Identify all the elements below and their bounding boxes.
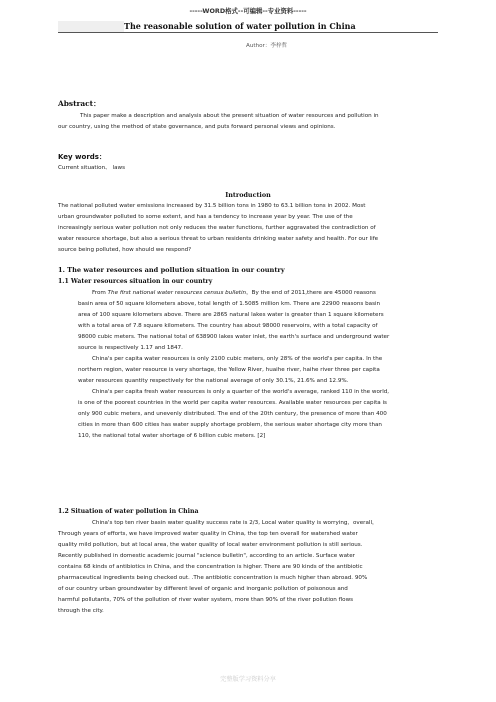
body-line: with a total area of 7.8 square kilometers. The country has about 98000 reservoirs, with a total capacity of xyxy=(78,323,378,329)
introduction-heading: Introduction xyxy=(225,191,271,199)
body-line: 110, the national total water shortage of 6 billion cubic meters. [2] xyxy=(78,433,266,439)
body-line: pharmaceutical ingredients being checked out. .The antibiotic concentration is much higher than abroad. 90% xyxy=(58,575,368,581)
intro-line: The national polluted water emissions increased by 31.5 billion tons in 1980 to 63.1 billion tons in 2002. Most xyxy=(58,203,366,209)
body-line: source is respectively 1.17 and 1847. xyxy=(78,345,183,351)
paragraph-first-line xyxy=(78,288,442,299)
intro-line: urban groundwater polluted to some extent, and has a tendency to increase year by year. The use of the xyxy=(58,214,353,220)
body-line: 98000 cubic meters. The national total of 638900 lakes water inlet, the earth's surface and underground water xyxy=(78,334,390,340)
abstract-body xyxy=(58,111,442,133)
intro-line: increasingly serious water pollution not only reduces the water functions, further aggravated the contradiction of xyxy=(58,225,376,231)
body-line: cities in more than 600 cities has water supply shortage problem, the serious water shortage city more than xyxy=(78,422,382,428)
intro-line: water resource shortage, but also a serious threat to urban residents drinking water safety and health. For our life xyxy=(58,236,379,242)
abstract-line: our country, using the method of state governance, and puts forward personal views and opinions. xyxy=(58,124,336,130)
body-line: contains 68 kinds of antibiotics in China, and the concentration is higher. There are 90 kinds of the antibiotic xyxy=(58,564,363,570)
document-header-banner: -----WORD格式--可编辑--专业资料----- xyxy=(189,7,307,15)
body-line: only 900 cubic meters, and unevenly distributed. The end of the 20th century, the presence of more than 400 xyxy=(78,411,387,417)
body-line: China's top ten river basin water quality success rate is 2/3, Local water quality is worrying，overall， xyxy=(92,520,378,526)
body-line: harmful pollutants, 70% of the pollution of river water system, more than 90% of the river pollution flows xyxy=(58,597,354,603)
abstract-line: This paper make a description and analysis about the present situation of water resources and pollution in xyxy=(80,113,379,119)
body-line: northern region, water resource is very shortage, the Yellow River, huaihe river, haihe river three per capita xyxy=(78,367,380,373)
body-line: China's per capita water resources is only 2100 cubic meters, only 28% of the world's per capita. In the xyxy=(92,356,383,362)
body-line: basin area of 50 square kilometers above, total length of 1.5085 million km. There are 22900 reasons basin xyxy=(78,301,381,307)
title-shade xyxy=(58,21,124,32)
abstract-heading: Abstract： xyxy=(58,99,101,108)
document-title: The reasonable solution of water pollution in China xyxy=(124,21,356,31)
intro-line: source being polluted, how should we respond? xyxy=(58,247,192,253)
introduction-body xyxy=(58,201,442,256)
section-1-heading: 1. The water resources and pollution situation in our country xyxy=(58,266,285,274)
body-line: of our country urban groundwater by different level of organic and inorganic pollution of poisonous and xyxy=(58,586,348,592)
author-line: Author：李梓哲 xyxy=(246,43,288,49)
body-line: through the city. xyxy=(58,608,104,614)
body-line: water resources quantity respectively for the national average of only 30.1%, 21.6% and 12.9%. xyxy=(78,378,349,384)
body-line: is one of the poorest countries in the world per capita water resources. Available water resources per capita is xyxy=(78,400,387,406)
body-line: Recently published in domestic academic journal "science bulletin", according to an article. Surface water xyxy=(58,553,355,559)
section-1-2-body xyxy=(58,518,442,617)
section-1-1-heading: 1.1 Water resources situation in our country xyxy=(58,278,213,285)
section-1-2-heading: 1.2 Situation of water pollution in China xyxy=(58,508,199,515)
footer-watermark: 完整版学习资料分享 xyxy=(220,676,276,683)
body-line: Through years of efforts, we have improved water quality in China, the top ten overall for watershed water xyxy=(58,531,358,537)
census-bulletin-title: The first national water resources census bulletin xyxy=(107,290,247,296)
text-run: From xyxy=(92,290,108,296)
text-run: ，By the end of 2011,there are 45000 reasons xyxy=(246,290,376,296)
body-line: China's per capita fresh water resources is only a quarter of the world's average, ranked 110 in the world, xyxy=(92,389,390,395)
keywords-text: Current situation、 laws xyxy=(58,165,125,171)
keywords-heading: Key words： xyxy=(58,153,106,161)
body-line: area of 100 square kilometers above. There are 2865 natural lakes water is greater than 1 square kilometers xyxy=(78,312,384,318)
section-1-1-body xyxy=(78,288,442,442)
body-line: quality mild pollution, but at local area, the water quality of local water environment pollution is still serious. xyxy=(58,542,363,548)
